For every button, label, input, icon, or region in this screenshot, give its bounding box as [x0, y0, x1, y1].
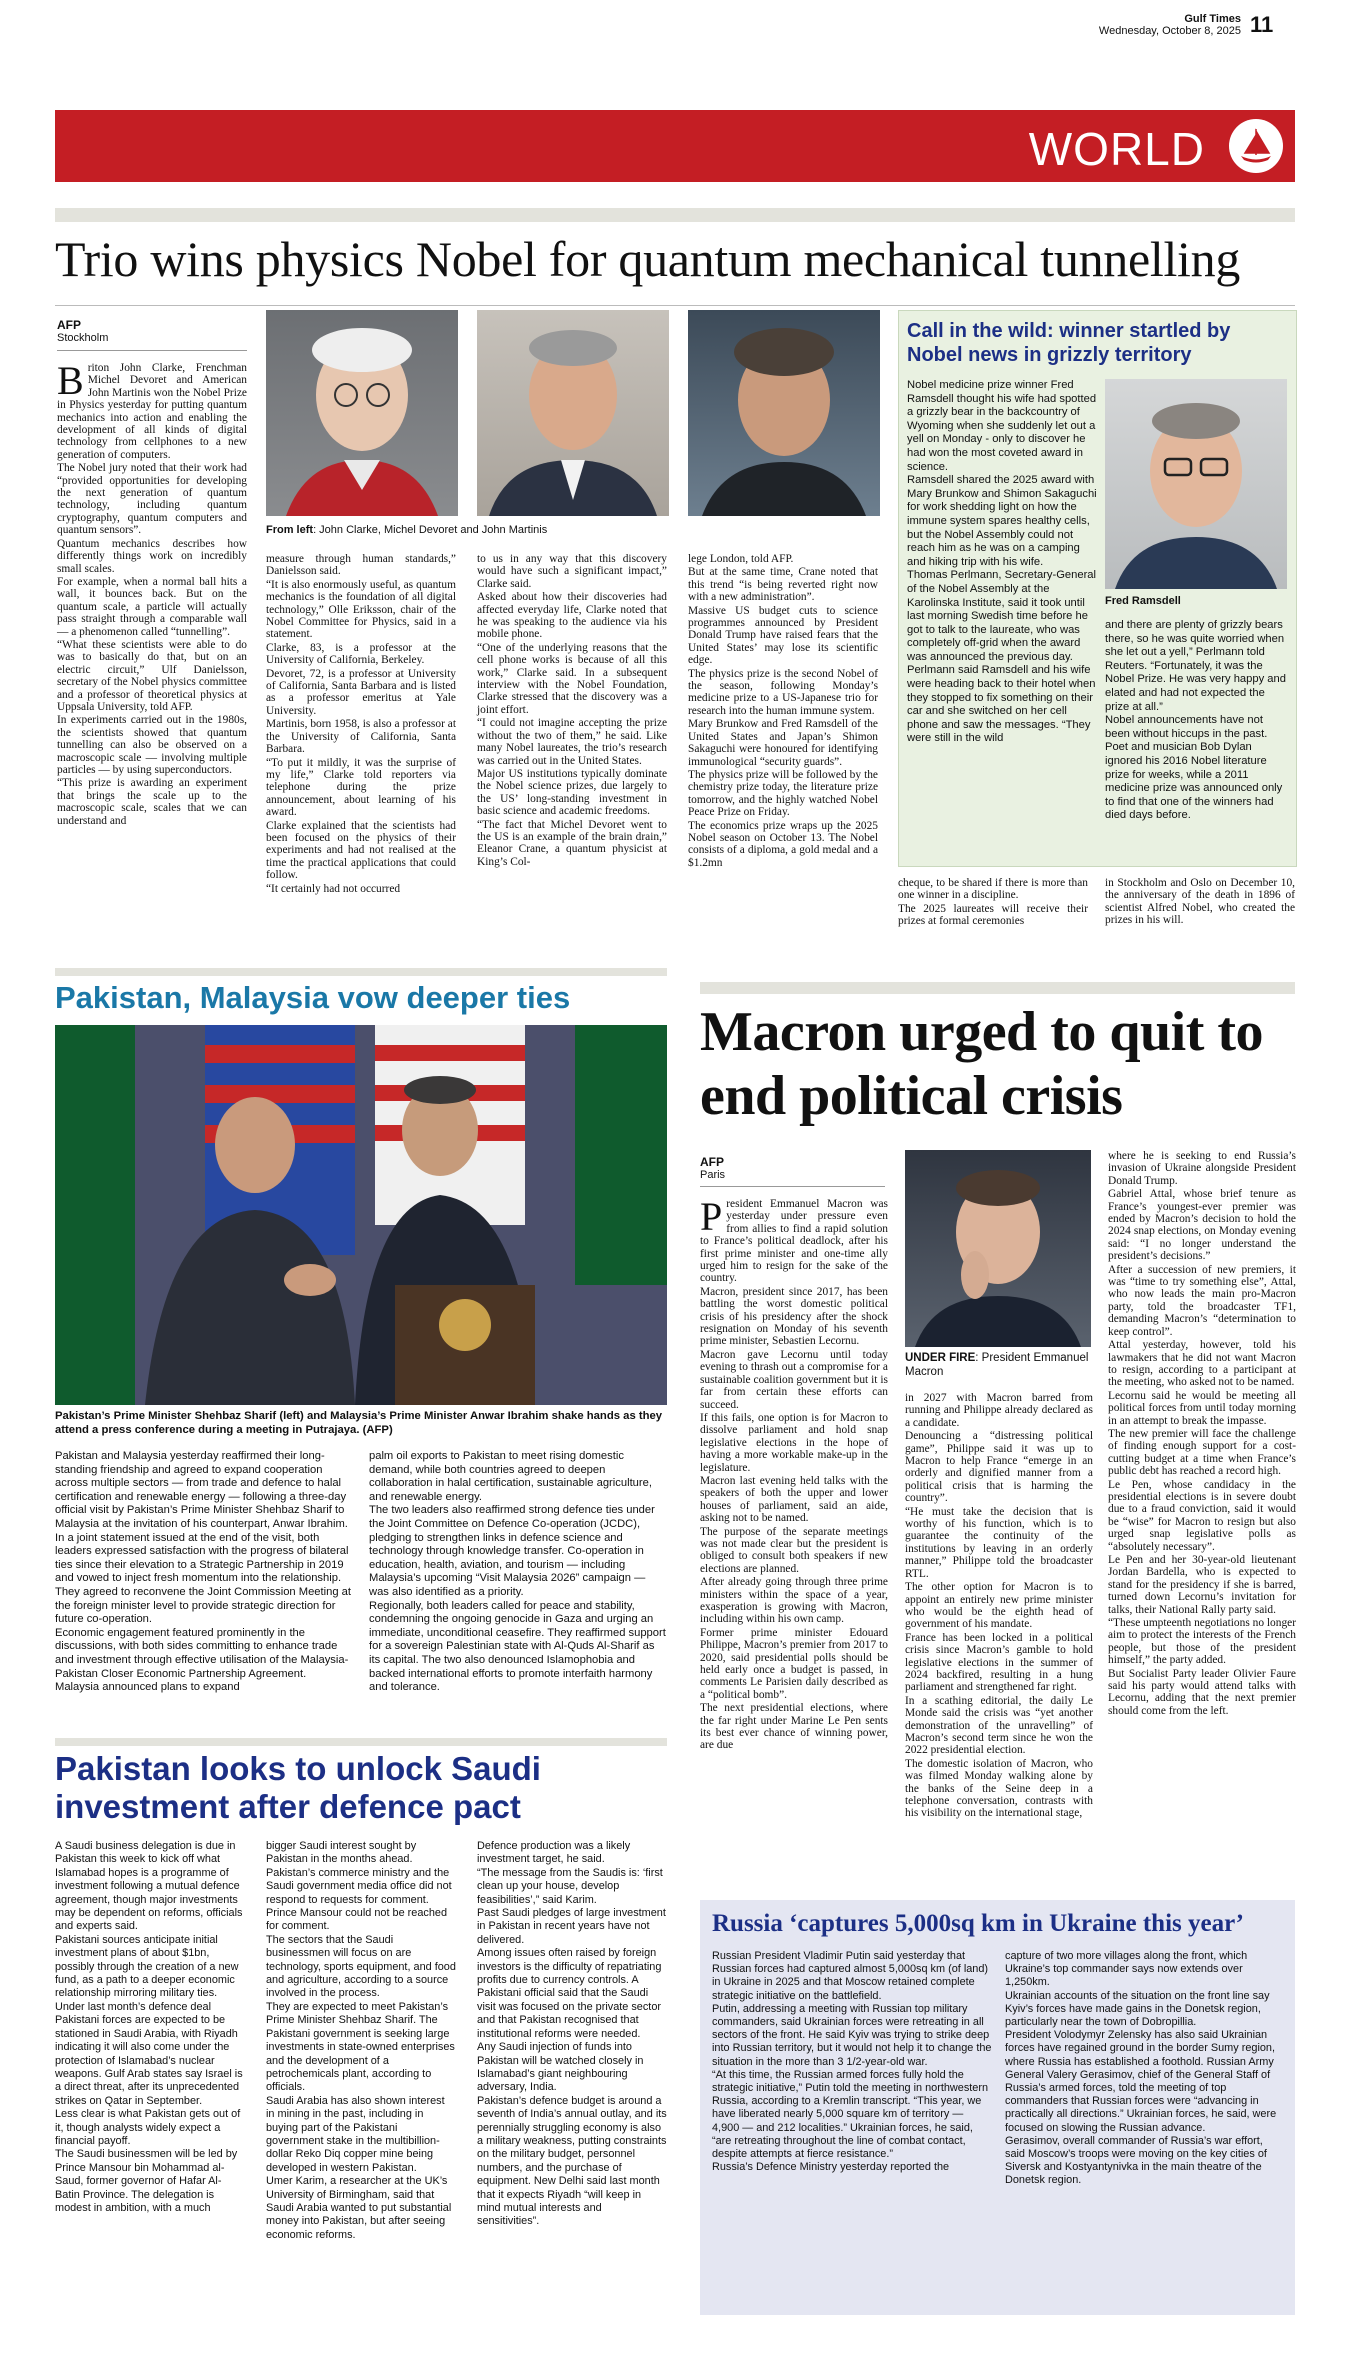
sidebar-para: Nobel medicine prize winner Fred Ramsdell thought his wife had spotted a grizzly bear in the backcountry of Wyoming when she suddenly let out a yell on Monday - only to discover he had won the most coveted award in science.: [907, 379, 1097, 473]
pm-headline: Pakistan, Malaysia vow deeper ties: [55, 980, 571, 1015]
nobel-para: Mary Brunkow and Fred Ramsdell of the United States and Japan’s Shimon Sakaguchi were honoured for identifying immunological “security guards”.: [688, 718, 878, 768]
macron-headline: Macron urged to quit to end political crisis: [700, 1001, 1263, 1127]
top-rule: [55, 208, 1295, 222]
macron-para: After a succession of new premiers, it was “time to try something else”, Attal, who now leads the main pro-Macron party, told the broadcaster TF1, demanding Macron’s “determination to keep control”.: [1108, 1263, 1296, 1338]
nobel-col-2: [266, 553, 456, 896]
sidebar-para: Thomas Perlmann, Secretary-General of the Nobel Assembly at the Karolinska Institute, said it took until last morning Swedish time before he got to talk to the laureate, who was completely off-grid when the award was announced the previous day.: [907, 569, 1097, 663]
saudi-headline: Pakistan looks to unlock Saudi investment after defence pact: [55, 1750, 541, 1825]
nobel-para: “I could not imagine accepting the prize without the two of them,” he said. Like many Nobel laureates, the trio’s research was carried out in the United States.: [477, 717, 667, 767]
nobel-para: Devoret, 72, is a professor at University of California, Santa Barbara and is listed as a professor emeritus at Yale University.: [266, 667, 456, 717]
pm-photo-caption: Pakistan’s Prime Minister Shehbaz Sharif (left) and Malaysia’s Prime Minister Anwar Ibrahim shake hands as they attend a press conference during a meeting in Putrajaya. (AFP): [55, 1410, 663, 1436]
nobel-para: Major US institutions typically dominate the Nobel science prizes, due largely to the US’ long-standing investment in basic science and academic freedoms.: [477, 767, 667, 818]
macron-para: Le Pen, whose candidacy in the presidential elections is in severe doubt due to a fraud conviction, said it would be “wise” for Macron to resign but also urged snap legislative polls as “absolutely necessary”.: [1108, 1478, 1296, 1553]
russia-para: capture of two more villages along the front, which Ukraine’s top commander says now extends over 1,250km.: [1005, 1950, 1248, 1989]
russia-para: “At this time, the Russian armed forces fully hold the strategic initiative,” Putin told the meeting in northwestern Russia, according to a Kremlin transcript. “This year, we have liberated nearly 5,000 square km of territory — 4,900 — and 212 localities.” Ukrainian forces, he said, “are retreating throughout the line of combat contact, despite attempts at fierce resistance.”: [712, 2068, 989, 2161]
saudi-col-2: [266, 1840, 456, 2242]
saudi-para: Under last month’s defence deal Pakistani forces are expected to be stationed in Saudi Arabia, with Riyadh indicating it will also come under the protection of Islamabad’s nuclear weapons. Gulf Arab states say Israel is a direct threat, after its unprecedented strikes on Qatar in September.: [55, 2000, 243, 2107]
macron-para: The purpose of the separate meetings was not made clear but the president is obliged to consult both speakers if new elections are planned.: [700, 1525, 888, 1575]
dhow-logo-icon: [1229, 119, 1283, 173]
nobel-cont-2: [1105, 877, 1295, 928]
macron-dateline: Paris: [700, 1169, 726, 1181]
nobel-para: Quantum mechanics describes how differently things work on incredibly small scales.: [57, 537, 247, 575]
russia-para: Gerasimov, overall commander of Russia’s war effort, said Moscow’s troops were moving on the key cities of Siversk and Kostyantynivka in the main theatre of the Donetsk region.: [1005, 2134, 1267, 2187]
nobel-headline: Trio wins physics Nobel for quantum mechanical tunnelling: [55, 231, 1241, 287]
section-title: WORLD: [1028, 123, 1205, 175]
macron-para: In a scathing editorial, the daily Le Monde said the crisis was “yet another demonstration of the unravelling” of Macron’s second term since he won the 2022 presidential election.: [905, 1694, 1093, 1757]
nobel-para: “One of the underlying reasons that the cell phone works is because of all this work,” Clarke said. In a subsequent interview with the Nobel Foundation, Clarke stressed that the discovery was a joint effort.: [477, 641, 667, 716]
russia-headline: Russia ‘captures 5,000sq km in Ukraine this year’: [712, 1910, 1244, 1937]
macron-para: The other option for Macron is to appoint an entirely new prime minister who would be the eighth head of government of his mandate.: [905, 1581, 1093, 1631]
pm-top-rule: [55, 968, 667, 976]
pm-para: palm oil exports to Pakistan to meet rising domestic demand, while both countries agreed to deepen collaboration in halal certification, sustainable agriculture, and renewable energy.: [369, 1450, 652, 1503]
macron-para: Attal yesterday, however, told his lawmakers that he did not want Macron to resign, according to a participant at the meeting, who asked not to be named.: [1108, 1339, 1296, 1389]
nobel-col-3: [477, 553, 667, 869]
photo-john-clarke: [266, 310, 458, 516]
sidebar-wild-box: [898, 310, 1297, 867]
nobel-photo-caption: From left: John Clarke, Michel Devoret and John Martinis: [266, 524, 548, 536]
macron-agency: AFP: [700, 1155, 724, 1169]
nobel-para: Clarke explained that the scientists had been focused on the physics of their experiments and had not realised at the time the practical applications that could follow.: [266, 819, 456, 882]
macron-byline-rule: [700, 1186, 885, 1187]
saudi-para: The sectors that the Saudi businessmen will focus on are technology, sports equipment, and food and agriculture, according to a source involved in the process.: [266, 1933, 456, 2000]
nobel-para: “This prize is awarding an experiment that brings the scale up to the macroscopic scale, scales that we can understand and: [57, 777, 247, 827]
nobel-para: Martinis, born 1958, is also a professor at the University of California, Santa Barbara.: [266, 718, 456, 756]
nobel-para: The 2025 laureates will receive their prizes at formal ceremonies: [898, 902, 1088, 928]
sidebar-para: Nobel announcements have not been without hiccups in the past. Poet and musician Bob Dylan ignored his 2016 Nobel literature prize for weeks, while a 2011 medicine prize was announced only to find that one of the winners had died days before.: [1105, 714, 1283, 822]
nobel-para: lege London, told AFP.: [688, 553, 794, 565]
page-number: 11: [1250, 12, 1274, 37]
russia-para: Russian President Vladimir Putin said yesterday that Russian forces had captured almost 5,000sq km (of land) in Ukraine in 2025 and that Moscow retained complete strategic initiative on the battlefield.: [712, 1950, 989, 2002]
paper-name: Gulf Times: [1184, 13, 1241, 25]
photo-michel-devoret: [477, 310, 669, 516]
nobel-para: Massive US budget cuts to science programmes announced by President Donald Trump have raised fears that the United States’ may lose its scientific edge.: [688, 604, 878, 667]
russia-col-2: [1005, 1950, 1285, 2188]
saudi-para: Past Saudi pledges of large investment in Pakistan in recent years have not delivered.: [477, 1907, 666, 1946]
nobel-para: “To put it mildly, it was the surprise of my life,” Clarke told reporters via telephone during the prize announcement, about learning of his award.: [266, 756, 456, 819]
nobel-col-4: [688, 553, 878, 870]
russia-para: Ukrainian accounts of the situation on the front line say Kyiv’s forces have made gains in the Donetsk region, particularly near the town of Dobropillia.: [1005, 1989, 1270, 2029]
saudi-para: The Saudi businessmen will be led by Prince Mansour bin Mohammad al-Saud, former governor of Hafar Al-Batin Province. The delegation is modest in ambition, with a much: [55, 2148, 238, 2214]
nobel-para: The economics prize wraps up the 2025 Nobel season on October 13. The Nobel consists of a diploma, a gold medal and a $1.2mn: [688, 819, 878, 869]
issue-date: Wednesday, October 8, 2025: [1098, 25, 1241, 37]
saudi-col-1: [55, 1840, 245, 2215]
nobel-para: The Nobel jury noted that their work had “provided opportunities for developing the next generation of quantum technology, including quantum cryptography, quantum computers and quantum sensors”.: [57, 462, 247, 537]
macron-para: President Emmanuel Macron was yesterday under pressure even from allies to find a rapid solution to France’s political deadlock, after his first prime minister and one-time ally urged him to resign for the sake of the country.: [700, 1194, 888, 1285]
byline-rule: [57, 350, 247, 351]
nobel-para: to us in any way that this discovery would have such a significant impact,” Clarke said.: [477, 553, 667, 590]
macron-para: Macron gave Lecornu until today evening to thrash out a compromise for a sustainable coalition government but it is far from certain these efforts can succeed.: [700, 1348, 888, 1411]
russia-box: [700, 1900, 1295, 2315]
macron-para: The next presidential elections, where the far right under Marine Le Pen sents its best ever chance of winning power, are due: [700, 1702, 888, 1752]
nobel-para: Asked about how their discoveries had affected everyday life, Clarke noted that he was speaking to the audience via his mobile phone.: [477, 591, 667, 641]
pm-para: In a joint statement issued at the end of the visit, both leaders expressed satisfaction with the progress of bilateral ties since their elevation to a Strategic Partnership in 2019 and vowed to inject fresh momentum into the relationship. They agreed to reconvene the Joint Commission Meeting at the foreign minister level to provide strategic direction for future co-operation.: [55, 1531, 352, 1626]
macron-col-2: [905, 1392, 1093, 1821]
nobel-divider: [55, 305, 1295, 306]
sidebar-para: Perlmann said Ramsdell and his wife were heading back to their hotel when they stopped to fix something on their car and she switched on her cell phone and saw the messages. “They were still in the wild: [907, 664, 1096, 745]
pm-col-2: [369, 1450, 667, 1695]
saudi-top-rule: [55, 1738, 667, 1746]
saudi-para: Umer Karim, a researcher at the UK’s University of Birmingham, said that Saudi Arabia wanted to put substantial money into Pakistan, but after seeing economic reforms.: [266, 2175, 452, 2241]
macron-para: Former prime minister Edouard Philippe, Macron’s premier from 2017 to 2020, said presidential polls should be held early once a budget is passed, in comments Le Parisien daily described as a “political bomb”.: [700, 1626, 888, 1701]
sidebar-para: and there are plenty of grizzly bears there, so he was quite worried when she let out a yell,” Perlmann told Reuters. “Fortunately, it was the Nobel Prize. He was very happy and elated and had not expected the prize at all.”: [1105, 619, 1286, 713]
nobel-para: “It certainly had not occurred: [266, 882, 401, 895]
section-banner: [55, 110, 1295, 182]
nobel-cont-1: [898, 877, 1088, 929]
saudi-para: Saudi Arabia has also shown interest in mining in the past, including in buying part of the Pakistani government stake in the multibillion-dollar Reko Diq copper mine being developed in western Pakistan.: [266, 2094, 445, 2174]
macron-para: Denouncing a “distressing political game”, Philippe said it was up to Macron to help France “emerge in an orderly and dignified manner from a political crisis that is harming the country”.: [905, 1430, 1093, 1505]
saudi-para: “The message from the Saudis is: ‘first clean up your house, develop feasibilities’,” said Karim.: [477, 1866, 663, 1906]
russia-para: President Volodymyr Zelensky has also said Ukrainian forces have regained ground in the border Sumy region, where Russia has established a foothold. Russian Army General Valery Gerasimov, chief of the General Staff of Russia’s armed forces, told the meeting of top commanders that Russian forces were “advancing in practically all directions.” Ukrainian forces, he said, were focused on slowing the Russian advance.: [1005, 2029, 1277, 2134]
photo-fred-ramsdell: [1105, 379, 1287, 589]
macron-col-3: [1108, 1150, 1296, 1718]
macron-para: Gabriel Attal, whose brief tenure as France’s youngest-ever premier was ended by Macron’s decision to hold the 2024 snap elections, on Monday evening said: “I no longer understand the president’s decisions.”: [1108, 1188, 1296, 1263]
macron-para: where he is seeking to end Russia’s invasion of Ukraine alongside President Donald Trump.: [1108, 1150, 1296, 1187]
macron-para: But Socialist Party leader Olivier Faure said his party would attend talks with Lecornu, adding that the next premier should come from the left.: [1108, 1667, 1296, 1717]
saudi-col-3: [477, 1840, 667, 2229]
macron-top-rule: [700, 982, 1295, 994]
nobel-para: cheque, to be shared if there is more than one winner in a discipline.: [898, 877, 1088, 902]
nobel-para: “The fact that Michel Devoret went to the US is an example of the brain drain,” Eleanor Crane, a quantum physicist at King’s Col-: [477, 818, 667, 868]
nobel-para: Briton John Clarke, Frenchman Michel Devoret and American John Martinis won the Nobel Prize in Physics yesterday for putting quantum mechanics into action and enabling the development of all kinds of digital technology from cellphones to a new generation of computers.: [57, 358, 247, 461]
sidebar-para: Ramsdell shared the 2025 award with Mary Brunkow and Shimon Sakaguchi for work shedding light on how the immune system spares healthy cells, but the Nobel Assembly could not reach him as he was on a camping and hiking trip with his wife.: [907, 474, 1097, 568]
saudi-para: Among issues often raised by foreign investors is the difficulty of repatriating profits due to currency controls. A Pakistani official said that the Saudi visit was focused on the private sector and that Pakistan recognised that institutional reforms were needed.: [477, 1947, 662, 2040]
macron-para: “These umpteenth negotiations no longer aim to protect the interests of the French people, but those of the president himself,” the party added.: [1108, 1617, 1296, 1667]
nobel-para: In experiments carried out in the 1980s, the scientists showed that quantum tunnelling can also be observed on a macroscopic scale — involving multiple particles — by using superconductors.: [57, 714, 247, 776]
russia-col-1: [712, 1950, 992, 2174]
macron-para: Macron, president since 2017, has been battling the worst domestic political crisis of his presidency after the shock resignation on Monday of his seventh prime minister, Sebastien Lecornu.: [700, 1285, 888, 1348]
pm-col-1: [55, 1450, 353, 1695]
macron-para: After already going through three prime ministers within the space of a year, exasperation is growing with Macron, including within his own camp.: [700, 1576, 888, 1626]
nobel-para: The physics prize is the second Nobel of the season, following Monday’s medicine prize to a US-Japanese trio for research into the human immune system.: [688, 667, 878, 717]
pm-para: The two leaders also reaffirmed strong defence ties under the Joint Committee on Defence Co-operation (JCDC), pledging to strengthen links in defence science and technology through knowledge transfer. Co-operation in education, health, aviation, and tourism — including Malaysia’s upcoming “Visit Malaysia 2026” campaign — was also identified as a priority.: [369, 1504, 655, 1598]
nobel-agency: AFP: [57, 318, 81, 332]
nobel-para: measure through human standards,” Danielsson said.: [266, 553, 456, 578]
photo-john-martinis: [688, 310, 880, 516]
saudi-para: Pakistani sources anticipate initial investment plans of about $1bn, possibly through the creation of a new fund, as a path to a deeper economic relationship mirroring military ties.: [55, 1933, 239, 2000]
macron-para: Lecornu said he would be meeting all political forces from until today morning in an attempt to break the impasse.: [1108, 1389, 1296, 1427]
saudi-para: Pakistan’s defence budget is around a seventh of India’s annual outlay, and its perennially struggling economy is also a military weakness, putting constraints on the military budget, personnel numbers, and the purchase of equipment. New Delhi said last month that it expects Riyadh “will keep in mind mutual interests and sensitivities”.: [477, 2094, 667, 2228]
saudi-para: Any Saudi injection of funds into Pakistan will be watched closely in Islamabad’s giant neighbouring adversary, India.: [477, 2041, 644, 2094]
pm-para: Economic engagement featured prominently in the discussions, with both sides committing to enhance trade and investment through effective utilisation of the Malaysia-Pakistan Closer Economic Partnership Agreement. Malaysia announced plans to expand: [55, 1626, 349, 1694]
pm-para: Pakistan and Malaysia yesterday reaffirmed their long-standing friendship and agreed to expand cooperation across multiple sectors — from trade and defence to halal certification and renewable energy — following a three-day official visit by Pakistan’s Prime Minister Shehbaz Sharif to Malaysia at the invitation of his counterpart, Anwar Ibrahim.: [55, 1450, 348, 1530]
saudi-para: They are expected to meet Pakistan’s Prime Minister Shehbaz Sharif. The Pakistani government is seeking large investments in state-owned enterprises and the development of a petrochemicals plant, according to officials.: [266, 2000, 455, 2094]
saudi-para: Less clear is what Pakistan gets out of it, though analysts widely expect a financial payoff.: [55, 2108, 241, 2147]
nobel-col-1: [57, 358, 247, 828]
russia-para: Putin, addressing a meeting with Russian top military commanders, said Ukrainian forces were retreating in all sectors of the front. He said Kyiv was trying to strike deep into Russian territory, but it would not help it to change the situation in the more than 3 1/2-year-old war.: [712, 2002, 992, 2068]
nobel-para: “What these scientists were able to do was to basically do that, but on an electric circuit,” Ulf Danielsson, secretary of the Nobel physics committee and a professor of theoretical physics at Uppsala University, told AFP.: [57, 638, 247, 713]
sidebar-wild-col-2: [1105, 619, 1287, 823]
macron-para: France has been locked in a political crisis since Macron’s gamble to hold legislative elections in the summer of 2024 backfired, resulting in a hung parliament and strengthened far right.: [905, 1631, 1093, 1694]
russia-para: Russia’s Defence Ministry yesterday reported the: [712, 2161, 950, 2174]
sidebar-wild-headline: Call in the wild: winner startled by Nobel news in grizzly territory: [907, 320, 1231, 366]
nobel-para: For example, when a normal ball hits a wall, it bounces back. But on the quantum scale, a particle will actually pass straight through a comparable wall — a phenomenon called “tunnelling”.: [57, 575, 247, 638]
macron-para: If this fails, one option is for Macron to dissolve parliament and hold snap legislative elections in the hope of having a more workable make-up in the legislature.: [700, 1411, 888, 1474]
macron-photo-caption: UNDER FIRE: President Emmanuel Macron: [905, 1352, 1089, 1378]
saudi-para: Pakistan’s commerce ministry and the Saudi government media office did not respond to requests for comment. Prince Mansour could not be reached for comment.: [266, 1866, 452, 1933]
photo-emmanuel-macron: [905, 1150, 1091, 1347]
macron-para: The domestic isolation of Macron, who was filmed Monday walking alone by the banks of the Seine deep in a telephone conversation, contrasts with his visibility on the international stage,: [905, 1757, 1093, 1820]
macron-para: “He must take the decision that is worthy of his function, which is to guarantee the continuity of the institutions by leaving in an orderly manner,” Philippe told the broadcaster RTL.: [905, 1505, 1093, 1580]
nobel-para: Clarke, 83, is a professor at the University of California, Berkeley.: [266, 641, 456, 667]
macron-para: in 2027 with Macron barred from running and Philippe already declared as a candidate.: [905, 1392, 1093, 1429]
pm-para: Regionally, both leaders called for peace and stability, condemning the ongoing genocide in Gaza and urging an immediate, unconditional ceasefire. They reaffirmed support for a sovereign Palestinian state with Al-Quds Al-Sharif as its capital. The two also denounced Islamophobia and backed international efforts to promote interfaith harmony and tolerance.: [369, 1599, 666, 1694]
sidebar-wild-col-1: [907, 379, 1097, 746]
saudi-para: bigger Saudi interest sought by Pakistan in the months ahead.: [266, 1840, 417, 1866]
macron-para: Le Pen and her 30-year-old lieutenant Jordan Bardella, who is expected to stand for the presidency if she is barred, turned down Lecornu’s invitation for talks, their National Rally party said.: [1108, 1554, 1296, 1616]
macron-para: Macron last evening held talks with the speakers of both the upper and lower houses of parliament, said an aide, asking not to be named.: [700, 1474, 888, 1525]
nobel-dateline: Stockholm: [57, 332, 109, 344]
saudi-para: Defence production was a likely investment target, he said.: [477, 1840, 631, 1866]
saudi-para: A Saudi business delegation is due in Pakistan this week to kick off what Islamabad hopes is a programme of investment following a mutual defence agreement, though major investments may be dependent on reforms, officials and experts said.: [55, 1840, 243, 1933]
macron-col-1: [700, 1194, 888, 1753]
macron-para: The new premier will face the challenge of finding enough support for a cost-cutting budget at a time when France’s public debt has reached a record high.: [1108, 1427, 1296, 1478]
nobel-para: The physics prize will be followed by the chemistry prize today, the literature prize tomorrow, and the highly watched Nobel Peace Prize on Friday.: [688, 768, 878, 819]
sidebar-photo-caption: Fred Ramsdell: [1105, 595, 1181, 607]
photo-sharif-anwar-handshake: [55, 1025, 667, 1405]
nobel-para: But at the same time, Crane noted that this trend “is being reverted right now with a new administration”.: [688, 566, 878, 604]
nobel-para: “It is also enormously useful, as quantum mechanics is the foundation of all digital technology,” Olle Eriksson, chair of the Nobel Committee for Physics, said in a statement.: [266, 578, 456, 641]
nobel-para: in Stockholm and Oslo on December 10, the anniversary of the death in 1896 of scientist Alfred Nobel, who created the prizes in his will.: [1105, 877, 1295, 927]
